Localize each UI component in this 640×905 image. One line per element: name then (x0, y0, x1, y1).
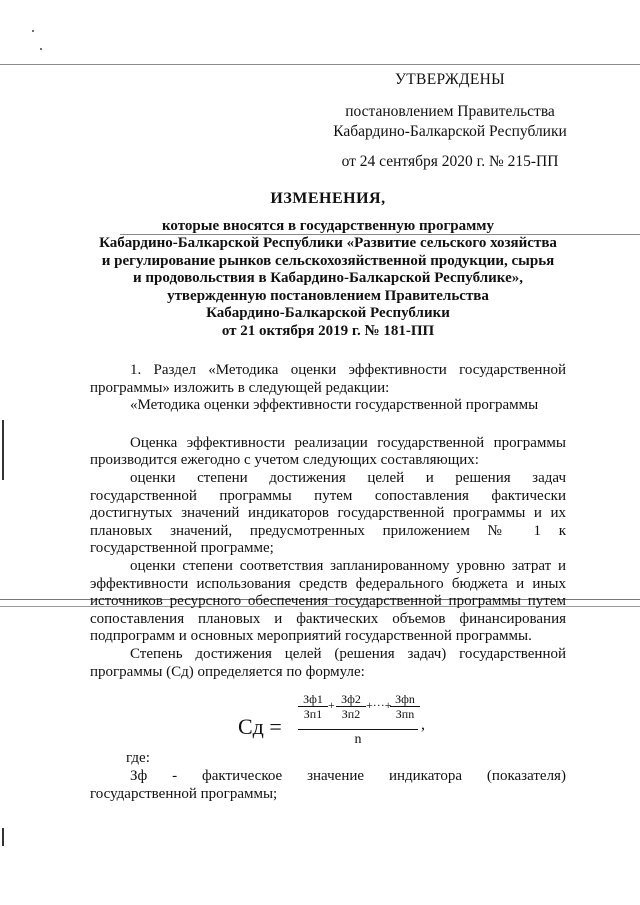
definition-word: фактическое (202, 768, 283, 784)
document-heading (88, 190, 568, 340)
heading-line: Кабардино-Балкарской Республики «Развитие сельского хозяйства (99, 235, 557, 251)
paragraph: оценки степени достижения целей и решения задач государственной программы путем сопоставления фактически достигнутых значений индикаторов государственной программы и их плановых значений, предусмотренных приложением № 1 к государственной программе; (90, 469, 566, 557)
formula-term-n-den: Зпn (395, 707, 415, 721)
definition-word: - (172, 768, 178, 784)
scan-edge-mark (2, 420, 4, 480)
approval-line: постановлением Правительства (345, 103, 555, 120)
formula-term-1-num: Зф1 (298, 692, 328, 707)
paragraph: оценки степени соответствия запланированному уровню затрат и эффективности использования средств федерального бюджета и иных источников ресурсного обеспечения государственной программы путем сопоставления плановых и фактических объемов финансирования подпрограмм и основных мероприятий государственной программы. (90, 557, 566, 645)
formula (238, 690, 438, 760)
approval-date: от 24 сентября 2020 г. № 215-ПП (341, 153, 559, 170)
formula-term-n (390, 692, 420, 721)
scan-speck (32, 30, 34, 32)
scan-edge-mark (2, 828, 4, 846)
paragraph: 1. Раздел «Методика оценки эффективности государственной программы» изложить в следующей редакции: (90, 362, 566, 396)
definition-word: индикатора (388, 768, 463, 784)
approval-block (300, 70, 600, 172)
heading-line: Кабардино-Балкарской Республики (206, 305, 450, 321)
scan-line-top (0, 64, 640, 65)
where-label: где: (126, 750, 150, 766)
formula-term-n-num: Зфn (390, 692, 420, 707)
heading-line: которые вносятся в государственную программу (161, 217, 495, 234)
formula-comma: , (421, 716, 425, 733)
formula-term-1 (298, 692, 328, 721)
definition-continuation: государственной программы; (90, 785, 278, 802)
document-body (90, 362, 566, 681)
formula-denominator: n (354, 732, 362, 747)
approval-line: Кабардино-Балкарской Республики (333, 123, 567, 140)
definition-word: (показателя) (486, 768, 566, 784)
heading-line: от 21 октября 2019 г. № 181-ПП (221, 322, 435, 339)
scan-speck (40, 48, 42, 50)
formula-term-2-num: Зф2 (336, 692, 366, 707)
heading-line: и регулирование рынков сельскохозяйственной продукции, сырья (101, 252, 555, 269)
paragraph-section-title: «Методика оценки эффективности государственной программы (130, 397, 539, 414)
paragraph: Оценка эффективности реализации государственной программы производится ежегодно с учетом следующих составляющих: (90, 434, 566, 469)
heading-main: ИЗМЕНЕНИЯ, (270, 190, 386, 207)
formula-term-1-den: Зп1 (303, 707, 323, 721)
formula-lhs: Сд = (238, 714, 282, 739)
paragraph: Степень достижения целей (решения задач) государственной программы (Сд) определяется по формуле: (90, 645, 566, 680)
definition-word: Зф (130, 768, 148, 784)
formula-fraction-bar (298, 729, 418, 730)
formula-numerator (298, 690, 418, 728)
heading-line: и продовольствия в Кабардино-Балкарской Республике», (133, 270, 523, 286)
definition-word: значение (307, 768, 365, 784)
heading-line: утвержденную постановлением Правительства (167, 287, 489, 304)
paragraph-gap (90, 415, 566, 435)
formula-term-2 (336, 692, 366, 721)
formula-plus: + (328, 698, 335, 712)
formula-ellipsis: +···+ (366, 698, 392, 712)
definition (90, 768, 566, 803)
definition-row (90, 768, 566, 786)
formula-term-2-den: Зп2 (341, 707, 361, 721)
approval-title: УТВЕРЖДЕНЫ (395, 71, 505, 88)
